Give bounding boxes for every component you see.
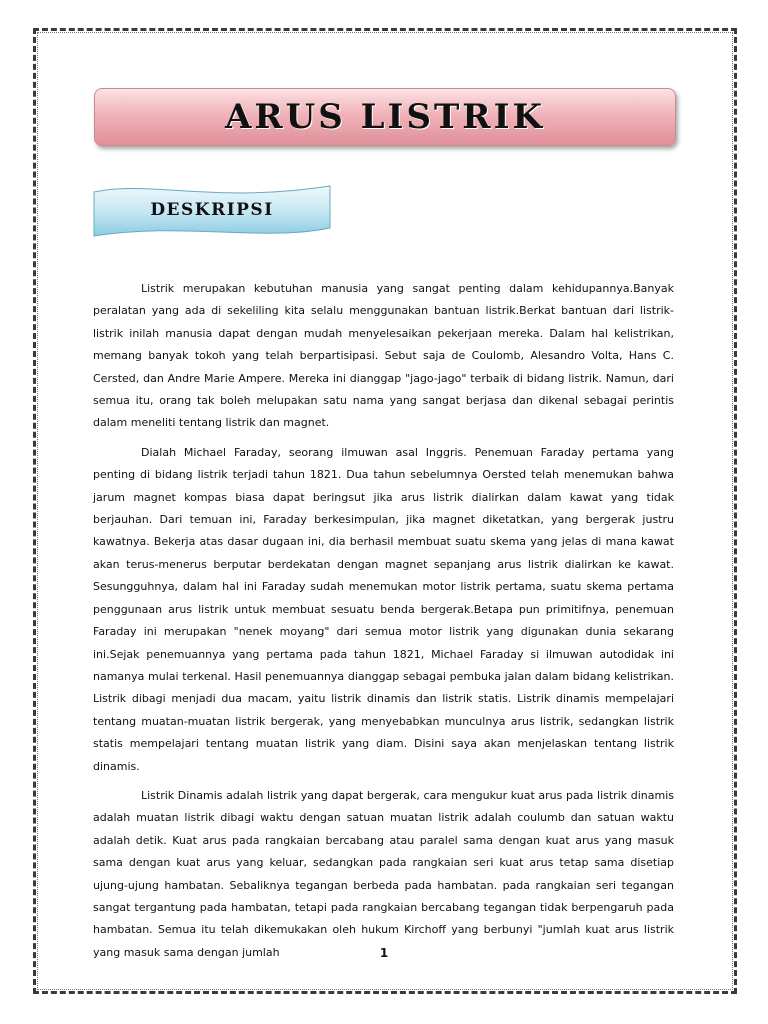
section-ribbon [92, 182, 332, 242]
page-number: 1 [379, 946, 389, 960]
body-text [93, 278, 674, 971]
paragraph-3: Listrik Dinamis adalah listrik yang dapat bergerak, cara mengukur kuat arus pada listrik dinamis adalah muatan listrik dibagi waktu dengan satuan muatan listrik adalah coulumb dan satuan waktu adalah detik. Kuat arus pada rangkaian bercabang atau paralel sama dengan kuat arus yang masuk sama dengan kuat arus yang keluar, sedangkan pada rangkaian seri kuat arus tetap sama disetiap ujung-ujung hambatan. Sebaliknya tegangan berbeda pada hambatan. pada rangkaian seri tegangan sangat tergantung pada hambatan, tetapi pada rangkaian bercabang tegangan tidak berpengaruh pada hambatan. Semua itu telah dikemukakan oleh hukum Kirchoff yang berbunyi "jumlah kuat arus listrik yang masuk sama dengan jumlah [93, 788, 674, 959]
title-banner [94, 88, 676, 146]
section-label: DESKRIPSI [150, 200, 274, 220]
paragraph-1: Listrik merupakan kebutuhan manusia yang sangat penting dalam kehidupannya.Banyak peralatan yang ada di sekeliling kita selalu menggunakan bantuan listrik.Berkat bantuan dari listrik-listrik inilah manusia dapat dengan mudah menyelesaikan pekerjaan mereka. Dalam hal kelistrikan, memang banyak tokoh yang telah berpartisipasi. Sebut saja de Coulomb, Alesandro Volta, Hans C. Cersted, dan Andre Marie Ampere. Mereka ini dianggap "jago-jago" terbaik di bidang listrik. Namun, dari semua itu, orang tak boleh melupakan satu nama yang sangat berjasa dan dikenal sebagai perintis dalam meneliti tentang listrik dan magnet. [93, 282, 674, 430]
paragraph-2: Dialah Michael Faraday, seorang ilmuwan asal Inggris. Penemuan Faraday pertama yang penting di bidang listrik terjadi tahun 1821. Dua tahun sebelumnya Oersted telah menemukan bahwa jarum magnet kompas biasa dapat beringsut jika arus listrik dialirkan dalam kawat yang tidak berjauhan. Dari temuan ini, Faraday berkesimpulan, jika magnet diketatkan, yang bergerak justru kawatnya. Bekerja atas dasar dugaan ini, dia berhasil membuat suatu skema yang jelas di mana kawat akan terus-menerus berputar berdekatan dengan magnet sepanjang arus listrik dialirkan ke kawat. Sesungguhnya, dalam hal ini Faraday sudah menemukan motor listrik pertama, suatu skema pertama penggunaan arus listrik untuk membuat sesuatu benda bergerak.Betapa pun primitifnya, penemuan Faraday ini merupakan "nenek moyang" dari semua motor listrik yang digunakan dunia sekarang ini.Sejak penemuannya yang pertama pada tahun 1821, Michael Faraday si ilmuwan autodidak ini namanya mulai terkenal. Hasil penemuannya dianggap sebagai pembuka jalan dalam bidang kelistrikan. Listrik dibagi menjadi dua macam, yaitu listrik dinamis dan listrik statis. Listrik dinamis mempelajari tentang muatan-muatan listrik bergerak, yang menyebabkan munculnya arus listrik, sedangkan listrik statis mempelajari tentang muatan listrik yang diam. Disini saya akan menjelaskan tentang listrik dinamis. [93, 445, 674, 773]
page-title: ARUS LISTRIK [224, 97, 546, 137]
